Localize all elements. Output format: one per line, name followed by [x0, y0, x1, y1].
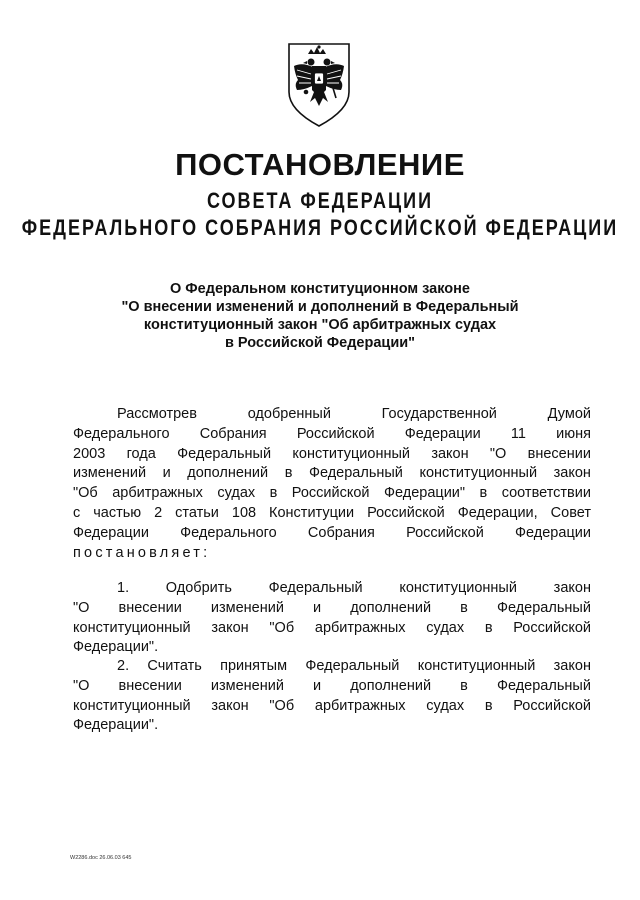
resolution-item-2	[73, 657, 591, 736]
subject-line: конституционный закон "Об арбитражных судах	[143, 317, 497, 333]
subject-line: "О внесении изменений и дополнений в Федеральный	[121, 299, 519, 315]
text-line: с частью 2 статьи 108 Конституции Российской Федерации, Совет	[73, 504, 591, 521]
issuing-body-line-2: ФЕДЕРАЛЬНОГО СОБРАНИЯ РОССИЙСКОЙ ФЕДЕРАЦИИ	[21, 215, 619, 240]
file-code-footer: W2286.doc 26.06.03 645	[70, 855, 132, 861]
text-line: Федерации".	[73, 717, 159, 734]
intro-paragraph	[73, 405, 591, 563]
subject-line: в Российской Федерации"	[224, 335, 416, 351]
text-line: 2003 года Федеральный конституционный закон "О внесении	[73, 445, 591, 462]
text-line: 1. Одобрить Федеральный конституционный закон	[117, 580, 591, 596]
text-line: конституционный закон "Об арбитражных судах в Российской	[73, 619, 591, 636]
text-line: "О внесении изменений и дополнений в Федеральный	[73, 599, 591, 616]
text-line: конституционный закон "Об арбитражных судах в Российской	[73, 697, 591, 714]
text-line: "О внесении изменений и дополнений в Федеральный	[73, 677, 591, 694]
issuing-body-line-1: СОВЕТА ФЕДЕРАЦИИ	[206, 188, 434, 213]
text-line: Федерального Собрания Российской Федерации 11 июня	[73, 425, 591, 442]
decision-word: постановляет:	[73, 544, 211, 561]
text-line: Рассмотрев одобренный Государственной Думой	[117, 406, 591, 422]
text-line: Федерации".	[73, 639, 159, 656]
text-line: "Об арбитражных судах в Российской Федерации" в соответствии	[73, 485, 591, 502]
document-subject	[80, 280, 560, 352]
text-line: 2. Считать принятым Федеральный конституционный закон	[117, 658, 591, 674]
resolution-item-1	[73, 579, 591, 658]
text-line: Федерации Федерального Собрания Российской Федерации	[73, 524, 591, 541]
coat-of-arms-icon	[284, 40, 354, 130]
subject-line: О Федеральном конституционном законе	[170, 281, 470, 297]
document-title: ПОСТАНОВЛЕНИЕ	[175, 147, 465, 182]
text-line: изменений и дополнений в Федеральный конституционный закон	[73, 465, 591, 482]
